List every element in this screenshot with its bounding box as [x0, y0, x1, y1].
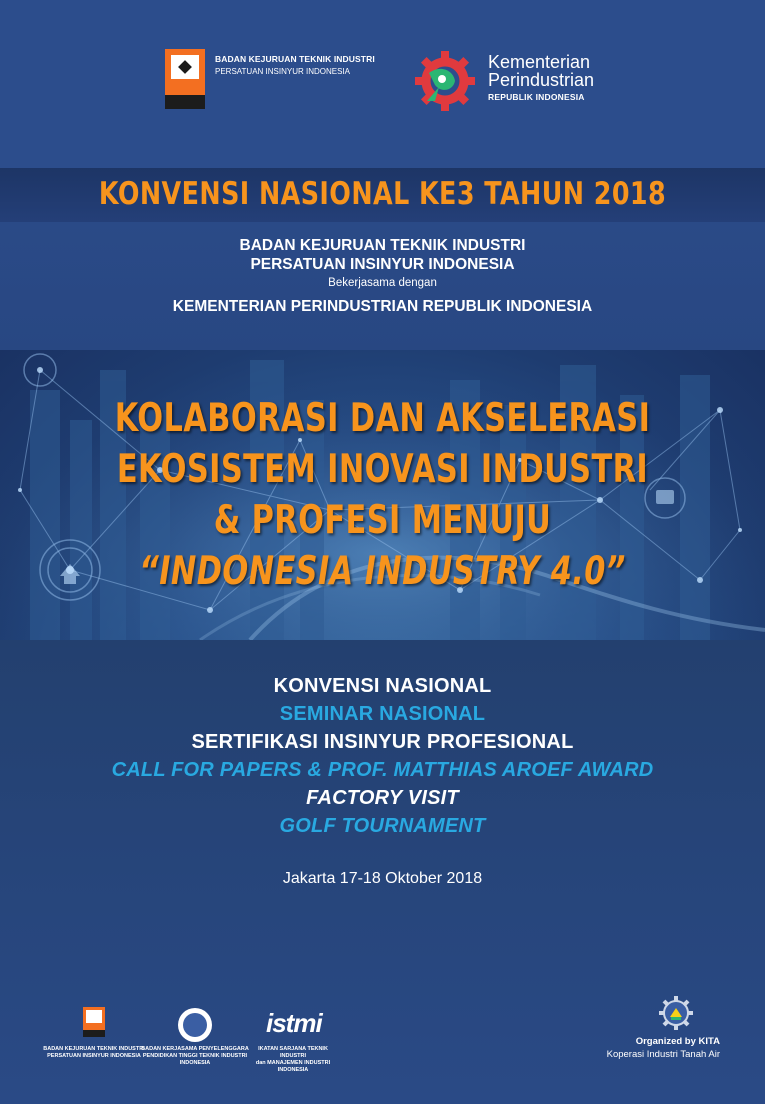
- footer-logo2-line-1: BADAN KERJASAMA PENYELENGGARA: [141, 1046, 249, 1052]
- headline: [0, 393, 765, 597]
- kita-gear-icon: [659, 996, 693, 1030]
- headline-line-4: “INDONESIA INDUSTRY 4.0”: [139, 549, 626, 594]
- organized-by: Organized by KITA: [635, 1036, 720, 1047]
- kemen-title-1: Kementerian: [488, 52, 591, 72]
- headline-line-1: KOLABORASI DAN AKSELERASI: [114, 396, 651, 441]
- event-call-for-papers: CALL FOR PAPERS & PROF. MATTHIAS AROEF AWARD: [111, 759, 654, 781]
- kementerian-gear-icon: [414, 50, 476, 112]
- organizer-line-1: BADAN KEJURUAN TEKNIK INDUSTRI: [239, 237, 526, 254]
- footer-logo3-line-2: dan MANAJEMEN INDUSTRI INDONESIA: [255, 1060, 331, 1073]
- footer-logo1-caption: [40, 1046, 148, 1060]
- event-seminar: SEMINAR NASIONAL: [279, 703, 486, 725]
- event-golf: GOLF TOURNAMENT: [279, 815, 486, 837]
- footer-bkstii-logo: [178, 1008, 212, 1042]
- footer-logo2-line-2: PENDIDIKAN TINGGI TEKNIK INDUSTRI INDONESIA: [142, 1053, 248, 1066]
- footer-logo1-line-1: BADAN KEJURUAN TEKNIK INDUSTRI: [43, 1046, 145, 1052]
- kita-full-name: Koperasi Industri Tanah Air: [606, 1049, 720, 1060]
- organizer-line-2: PERSATUAN INSINYUR INDONESIA: [250, 256, 515, 273]
- footer-logo3-line-1: IKATAN SARJANA TEKNIK INDUSTRI: [258, 1046, 328, 1059]
- organizer-connector: Bekerjasama dengan: [328, 277, 437, 289]
- event-date: Jakarta 17-18 Oktober 2018: [282, 870, 483, 887]
- pii-logo: [165, 49, 205, 109]
- footer-logo1-line-2: PERSATUAN INSINYUR INDONESIA: [47, 1053, 141, 1059]
- organizer-line-3: KEMENTERIAN PERINDUSTRIAN REPUBLIK INDONESIA: [172, 298, 593, 315]
- organizers: [0, 236, 765, 320]
- event-sertifikasi: SERTIFIKASI INSINYUR PROFESIONAL: [191, 731, 574, 753]
- event-konvensi: KONVENSI NASIONAL: [273, 675, 492, 697]
- header: [0, 0, 765, 168]
- footer-logo2-caption: [140, 1046, 250, 1067]
- event-list: [0, 672, 765, 840]
- footer-pii-logo: [83, 1007, 105, 1037]
- footer-logo3-caption: [250, 1046, 336, 1074]
- pii-name: PERSATUAN INSINYUR INDONESIA: [215, 67, 350, 76]
- convention-title: KONVENSI NASIONAL KE3 TAHUN 2018: [98, 176, 667, 212]
- bkti-name: BADAN KEJURUAN TEKNIK INDUSTRI: [215, 54, 375, 64]
- footer-istmi-logo: istmi: [266, 1008, 322, 1038]
- kemen-title-2: Perindustrian: [488, 70, 595, 90]
- headline-line-3: & PROFESI MENUJU: [213, 498, 552, 543]
- headline-line-2: EKOSISTEM INOVASI INDUSTRI: [116, 447, 649, 492]
- kemen-subtitle: REPUBLIK INDONESIA: [488, 92, 585, 102]
- event-factory-visit: FACTORY VISIT: [306, 787, 459, 809]
